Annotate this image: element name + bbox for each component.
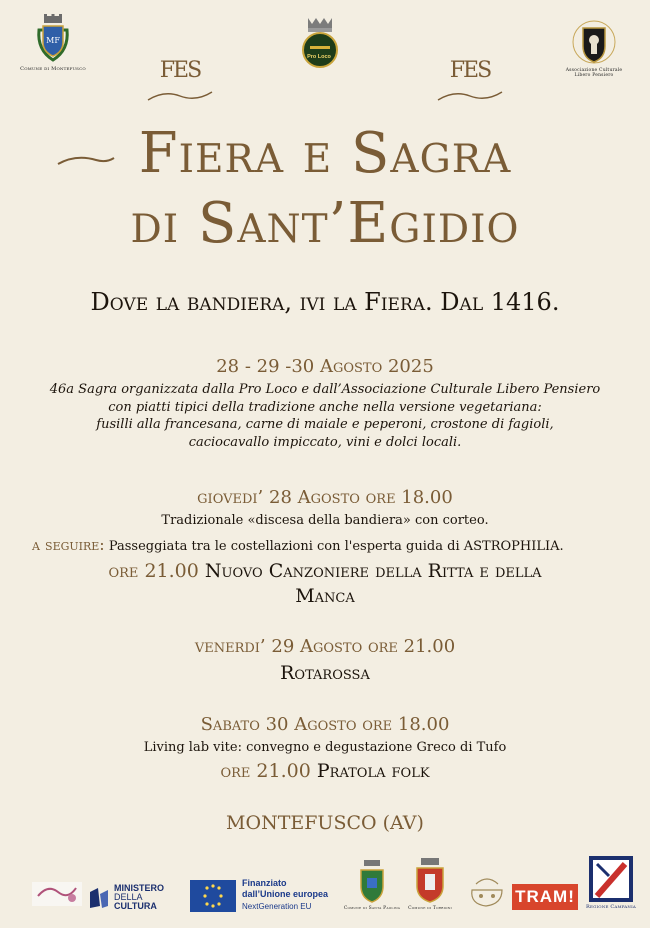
day1-line1: Tradizionale «discesa della bandiera» con corteo. <box>161 513 489 528</box>
montefusco-caption: Comune di Montefusco <box>20 66 86 72</box>
day2-act: Rotarossa <box>280 662 370 684</box>
event-dates: 28 - 29 -30 Agosto 2025 <box>216 356 434 377</box>
libero-pensiero-caption: Associazione Culturale Libero Pensiero <box>565 68 623 78</box>
sketch-logo-icon <box>466 870 508 910</box>
day1-time: ore 21.00 <box>108 560 199 582</box>
day3-time: ore 21.00 <box>220 760 311 782</box>
proloco-icon <box>298 16 342 70</box>
partner-logo-icon <box>32 878 82 910</box>
intro-line-2: con piatti tipici della tradizione anche nella versione vegetariana: <box>108 399 542 415</box>
proloco-logo <box>297 16 343 70</box>
ministero-line2: DELLA <box>114 892 143 902</box>
flourish-left-icon <box>140 88 220 104</box>
intro-text <box>0 381 650 451</box>
proloco-label: Pro Loco <box>307 54 331 60</box>
santa-paolina-shield-icon <box>357 858 387 904</box>
monogram-right <box>430 58 510 108</box>
ministero-line3: CULTURA <box>114 901 157 911</box>
tram-text: TRAM! <box>515 887 575 906</box>
eu-logo <box>190 878 340 914</box>
day3-heading: Sabato 30 Agosto ore 18.00 <box>200 714 450 735</box>
day1-follow-text: Passeggiata tra le costellazioni con l'esperta guida di ASTROPHILIA. <box>108 539 564 554</box>
partner-logos <box>0 848 650 918</box>
torrioni-shield-icon <box>413 856 447 904</box>
tram-logo <box>512 884 578 910</box>
montefusco-shield-icon <box>35 14 71 64</box>
regione-campania-logo <box>586 856 636 910</box>
eu-line3: NextGeneration EU <box>242 902 312 911</box>
title-line-1: Fiera e Sagra <box>138 121 512 186</box>
title-line-2: di Sant’Egidio <box>130 191 520 256</box>
intro-line-3: fusilli alla francesana, carne di maiale e peperoni, crostone di fagioli, <box>96 417 554 432</box>
day1-heading: giovedi’ 28 Agosto ore 18.00 <box>197 487 453 508</box>
eu-line2: dall’Unione europea <box>242 889 329 899</box>
intro-line-4: caciocavallo impiccato, vini e dolci locali. <box>188 434 462 450</box>
day1-follow <box>32 535 632 557</box>
santa-paolina-caption: Comune di Santa Paolina <box>343 906 401 911</box>
day2-heading: venerdi’ 29 Agosto ore 21.00 <box>194 636 456 657</box>
torrioni-caption: Comune di Torrioni <box>408 906 452 911</box>
torrioni-crest <box>402 856 458 911</box>
monogram-right-text: FES <box>449 58 491 83</box>
intro-line-1: 46a Sagra organizzata dalla Pro Loco e dall’Associazione Culturale Libero Pensiero <box>49 382 601 397</box>
regione-campania-icon <box>589 856 633 902</box>
day1-follow-label: a seguire: <box>32 535 105 554</box>
ministero-line1: MINISTERO <box>114 883 165 893</box>
day3-act: Pratola folk <box>316 760 430 782</box>
day1-act-line2: Manca <box>295 585 355 607</box>
day3-line1: Living lab vite: convegno e degustazione Greco di Tufo <box>143 740 507 755</box>
libero-pensiero-icon <box>571 18 617 66</box>
libero-pensiero-logo <box>560 18 628 78</box>
santa-paolina-crest <box>344 858 400 911</box>
flourish-right-icon <box>430 88 510 104</box>
regione-caption: Regione Campania <box>586 904 636 910</box>
monogram-left-text: FES <box>159 58 201 83</box>
day1-act-line1: Nuovo Canzoniere della Ritta e della <box>204 560 542 582</box>
eu-line1: Finanziato <box>242 878 287 888</box>
ministero-emblem-icon <box>88 886 110 910</box>
eu-flag-icon <box>190 880 236 912</box>
ministero-cultura-logo <box>88 884 178 912</box>
monogram-left <box>140 58 220 108</box>
location: MONTEFUSCO (AV) <box>226 812 424 834</box>
day3-evening <box>0 758 650 784</box>
day1-evening <box>0 558 650 584</box>
motto: Dove la bandiera, ivi la Fiera. Dal 1416. <box>90 288 560 316</box>
crest-letters: MF <box>46 36 60 45</box>
montefusco-crest <box>22 14 84 72</box>
